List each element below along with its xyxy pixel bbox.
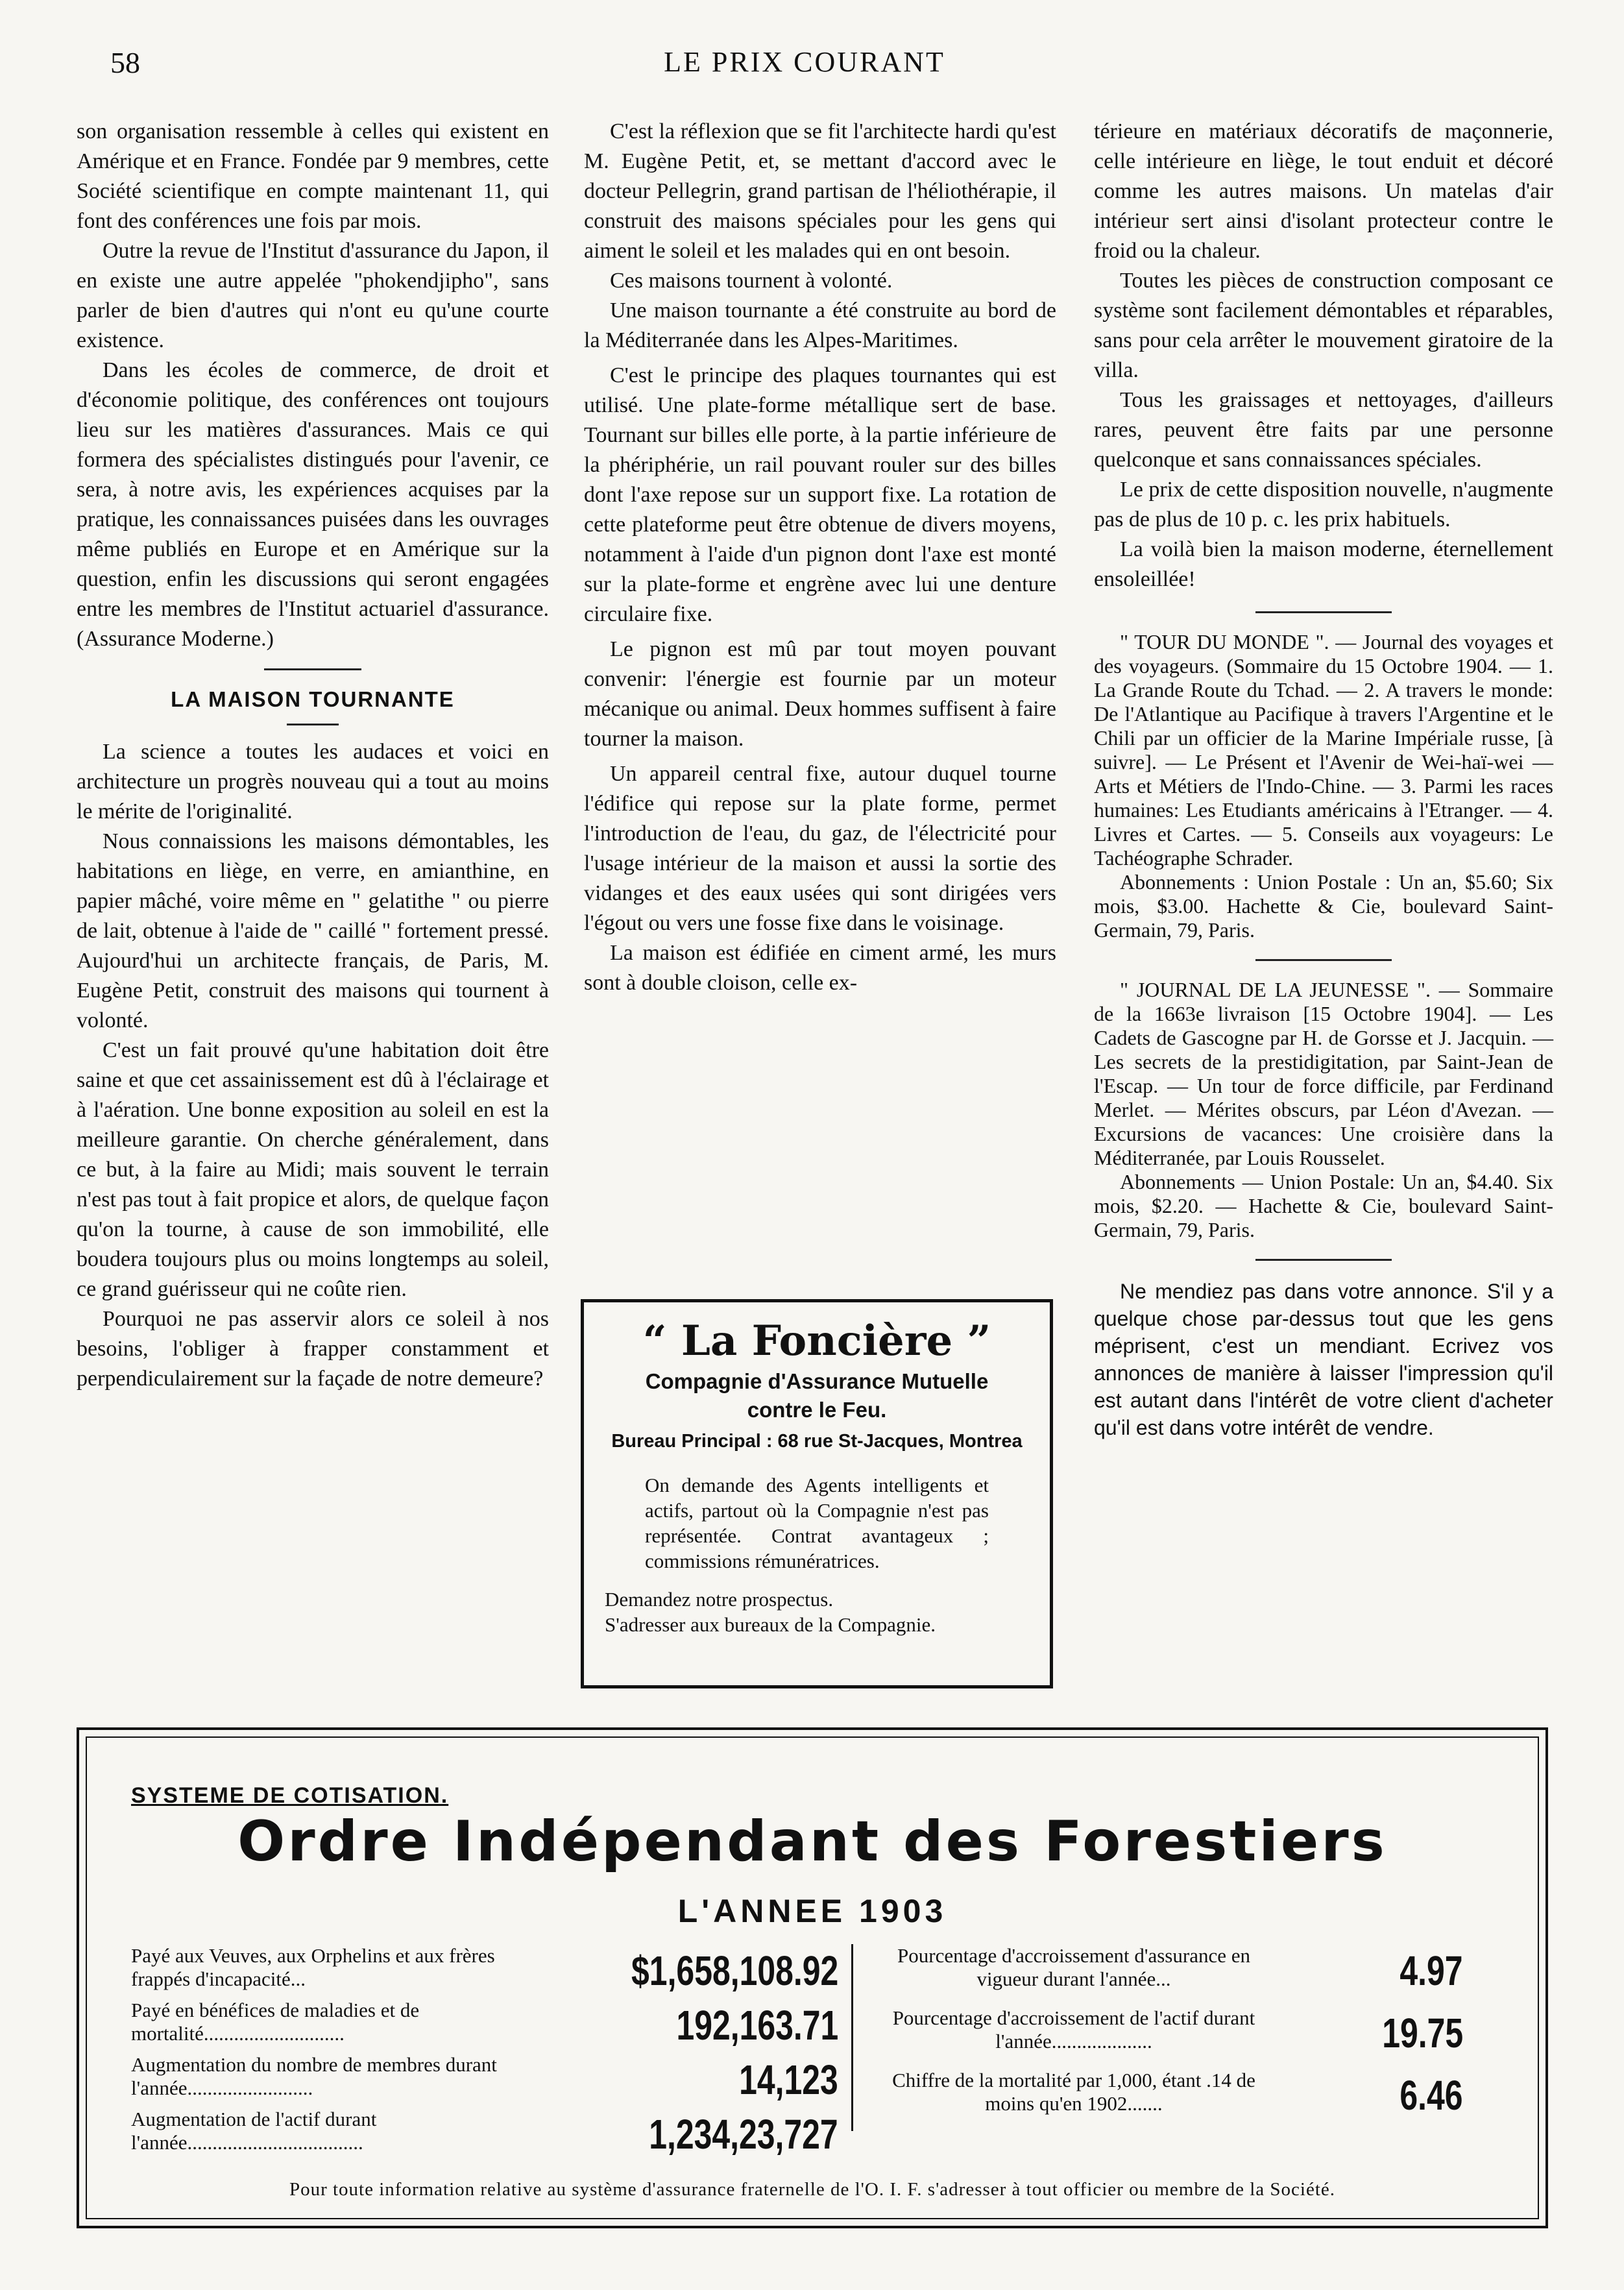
ad-footer: Demandez notre prospectus. — [605, 1588, 834, 1611]
paragraph: Abonnements : Union Postale : Un an, $5.60; Six mois, $3.00. Hachette & Cie, boulevard Saint-Germain, 79, Paris. — [1094, 870, 1553, 942]
stat-value: 4.97 — [1400, 1947, 1463, 1994]
paragraph: C'est le principe des plaques tournantes qui est utilisé. Une plate-forme métallique sert de base. Tournant sur billes elle porte, à la partie inférieure de la phériphérie, un rail pouvant rouler sur des billes dont l'axe repose sur un support fixe. La rotation de cette plateforme peut être obtenue de divers moyens, notamment à l'aide d'un pignon dont l'axe est monté sur la plate-forme et engrène avec lui une denture circulaire fixe. — [584, 363, 1056, 626]
forestiers-advertisement — [77, 1727, 1548, 2228]
ad-subtitle: Compagnie d'Assurance Mutuelle — [645, 1369, 989, 1393]
tour-du-monde-notice — [1094, 630, 1553, 942]
stat-value: 14,123 — [739, 2056, 838, 2103]
forestiers-footer: Pour toute information relative au système d'assurance fraternelle de l'O. I. F. s'adresser à tout officier ou membre de la Société. — [289, 2179, 1336, 2200]
system-heading: SYSTEME DE COTISATION. — [131, 1783, 449, 1808]
stat-value: 192,163.71 — [676, 2002, 838, 2049]
journal-jeunesse-notice — [1094, 978, 1553, 1242]
paragraph: Pourquoi ne pas asservir alors ce soleil à nos besoins, l'obliger à frapper constamment et perpendiculairement sur la façade de notre demeure? — [77, 1307, 549, 1391]
paragraph: La science a toutes les audaces et voici en architecture un progrès nouveau qui a tout au moins le mérite de l'originalité. — [77, 740, 549, 823]
paragraph: Le pignon est mû par tout moyen pouvant convenir: l'énergie est fournie par un moteur mécanique ou animal. Deux hommes suffisent à faire tourner la maison. — [584, 637, 1056, 751]
column-1 — [77, 117, 549, 1394]
stat-label: Pourcentage d'accroissement de l'actif durant l'année.................... — [892, 2006, 1255, 2052]
paragraph: La maison est édifiée en ciment armé, les murs sont à double cloison, celle ex- — [584, 941, 1056, 995]
paragraph: Abonnements — Union Postale: Un an, $4.40. Six mois, $2.20. — Hachette & Cie, boulevard Saint-Germain, 79, Paris. — [1094, 1170, 1553, 1241]
stat-label: Payé en bénéfices de maladies et de mortalité............................ — [131, 1999, 420, 2045]
stat-row — [131, 1944, 851, 1999]
stat-label: Pourcentage d'accroissement d'assurance en vigueur durant l'année... — [897, 1944, 1250, 1990]
column-2 — [584, 117, 1056, 998]
ad-footer: S'adresser aux bureaux de la Compagnie. — [605, 1613, 936, 1636]
advertising-advice-notice — [1094, 1278, 1553, 1441]
ad-title: “ La Foncière ” — [642, 1317, 991, 1365]
divider — [1255, 611, 1392, 613]
stat-value: 1,234,23,727 — [649, 2111, 838, 2158]
paragraph: Une maison tournante a été construite au bord de la Méditerranée dans les Alpes-Maritimes. — [584, 298, 1056, 352]
paragraph: Dans les écoles de commerce, de droit et d'économie politique, des conférences ont toujours lieu sur les matières d'assurances. Mais ce qui formera des spécialistes distingués pour l'avenir, ce sera, à notre avis, les expériences acquises par la pratique, les connaissances puisées dans les ouvrages même publiés en Europe et en Amérique sur la question, enfin les discussions qui seront engagées entre les membres de l'Institut actuariel d'assurance. (Assurance Moderne.) — [77, 358, 549, 651]
stat-label: Chiffre de la mortalité par 1,000, étant .14 de moins qu'en 1902....... — [892, 2069, 1255, 2115]
fonciere-advertisement — [581, 1299, 1053, 1688]
paragraph: Ces maisons tournent à volonté. — [610, 269, 893, 293]
paragraph: Tous les graissages et nettoyages, d'ailleurs rares, peuvent être faits par une personne quelconque et sans connaissances spéciales. — [1094, 388, 1553, 472]
stat-row — [131, 2053, 851, 2108]
paragraph: C'est un fait prouvé qu'une habitation doit être saine et que cet assainissement est dû à l'éclairage et à l'aération. Une bonne exposition au soleil en est la meilleure garantie. On cherche généralement, dans ce but, à la faire au Midi; mais souvent le terrain n'est pas tout à fait propice et alors, de quelque façon qu'on la tourne, à cause de son immobilité, elle boudera toujours plus ou moins longtemps au soleil, ce grand guérisseur qui ne coûte rien. — [77, 1038, 549, 1301]
paragraph: " JOURNAL DE LA JEUNESSE ". — Sommaire de la 1663e livraison [15 Octobre 1904]. — Les Cadets de Gascogne par H. de Gorsse et J. Jacquin. — Les secrets de la prestidigitation, par Saint-Jean de l'Escap. — Un tour de force difficile, par Ferdinand Merlet. — Mérites obscurs, par Léon d'Avezan. — Excursions de vacances: Une croisière dans la Méditerranée, par Louis Rousselet. — [1094, 978, 1553, 1169]
ad-subtitle: contre le Feu. — [747, 1398, 887, 1422]
paragraph: son organisation ressemble à celles qui existent en Amérique et en France. Fondée par 9 membres, cette Société scientifique en compte maintenant 11, qui font des conférences une fois par mois. — [77, 119, 549, 233]
stat-label: Augmentation du nombre de membres durant l'année......................... — [131, 2053, 497, 2099]
stat-value: 6.46 — [1400, 2072, 1463, 2119]
divider — [1255, 959, 1392, 961]
stat-row — [866, 2006, 1515, 2069]
stat-row — [866, 1944, 1515, 2006]
stat-row — [866, 2069, 1515, 2131]
forestiers-title: Ordre Indépendant des Forestiers — [237, 1809, 1387, 1874]
ad-address: Bureau Principal : 68 rue St-Jacques, Montrea — [611, 1431, 1023, 1452]
stat-label: Augmentation de l'actif durant l'année................................... — [131, 2108, 377, 2154]
paragraph: La voilà bien la maison moderne, éternellement ensoleillée! — [1094, 537, 1553, 591]
stat-value: 19.75 — [1382, 2010, 1463, 2056]
paragraph: " TOUR DU MONDE ". — Journal des voyages et des voyageurs. (Sommaire du 15 Octobre 1904. — 1. La Grande Route du Tchad. — 2. A travers le monde: De l'Atlantique au Pacifique à travers l'Argentine et le Chili par un officier de la Marine Impériale russe, [à suivre]. — Le Présent et l'Avenir de Wei-haï-wei — Arts et Métiers de l'Indo-Chine. — 3. Parmi les races humaines: Les Etudiants américains à l'Etranger. — 4. Livres et Cartes. — 5. Conseils aux voyageurs: Le Tachéographe Schrader. — [1094, 630, 1553, 870]
stat-label: Payé aux Veuves, aux Orphelins et aux frères frappés d'incapacité... — [131, 1944, 495, 1990]
forestiers-year: L'ANNEE 1903 — [677, 1893, 947, 1929]
divider — [1255, 1259, 1392, 1261]
paragraph: Le prix de cette disposition nouvelle, n'augmente pas de plus de 10 p. c. les prix habituels. — [1094, 478, 1553, 531]
divider — [264, 668, 361, 670]
stats-left — [131, 1944, 851, 2162]
column-3 — [1094, 117, 1553, 1441]
running-title: LE PRIX COURANT — [664, 46, 945, 78]
paragraph: Outre la revue de l'Institut d'assurance du Japon, il en existe une autre appelée "phokendjipho", sans parler de bien d'autres qui n'ont eu qu'une courte existence. — [77, 239, 549, 352]
paragraph: Toutes les pièces de construction composant ce système sont facilement démontables et réparables, sans pour cela arrêter le mouvement giratoire de la villa. — [1094, 269, 1553, 382]
stats-right — [851, 1944, 1515, 2131]
stat-row — [131, 1999, 851, 2053]
paragraph: C'est la réflexion que se fit l'architecte hardi qu'est M. Eugène Petit, et, se mettant d'accord avec le docteur Pellegrin, grand partisan de l'héliothérapie, il construit des maisons spéciales pour les gens qui aiment le soleil et les malades qui en ont besoin. — [584, 119, 1056, 263]
page-header — [110, 45, 1499, 91]
paragraph: Ne mendiez pas dans votre annonce. S'il y a quelque chose par-dessus tout que les gens méprisent, c'est un mendiant. Ecrivez vos annonces de manière à laisser l'impression qu'il est autant dans l'intérêt de votre client d'acheter qu'il est dans votre intérêt de vendre. — [1094, 1280, 1553, 1439]
paragraph: térieure en matériaux décoratifs de maçonnerie, celle intérieure en liège, le tout enduit et décoré comme les autres maisons. Un matelas d'air intérieur sert ainsi d'isolant protecteur contre le froid ou la chaleur. — [1094, 119, 1553, 263]
stat-row — [131, 2108, 851, 2162]
paragraph: Nous connaissions les maisons démontables, les habitations en liège, en verre, en amianthine, en papier mâché, voire même en " gelatithe " ou pierre de lait, obtenue à l'aide de " caillé " fortement pressé. Aujourd'hui un architecte français, de Paris, M. Eugène Petit, construit des maisons qui tournent à volonté. — [77, 829, 549, 1032]
stat-value: $1,658,108.92 — [631, 1947, 838, 1994]
divider — [287, 724, 339, 725]
page-number: 58 — [110, 46, 140, 79]
paragraph: Un appareil central fixe, autour duquel tourne l'édifice qui repose sur la plate forme, permet l'introduction de l'eau, du gaz, de l'électricité pour l'usage intérieur de la maison et aussi la sortie des vidanges et des eaux usées qui sont dirigées vers l'égout ou vers une fosse fixe dans le voisinage. — [584, 762, 1056, 935]
ad-body: On demande des Agents intelligents et actifs, partout où la Compagnie n'est pas représentée. Contrat avantageux ; commissions rémunératrices. — [645, 1474, 989, 1572]
section-title: LA MAISON TOURNANTE — [171, 687, 455, 711]
